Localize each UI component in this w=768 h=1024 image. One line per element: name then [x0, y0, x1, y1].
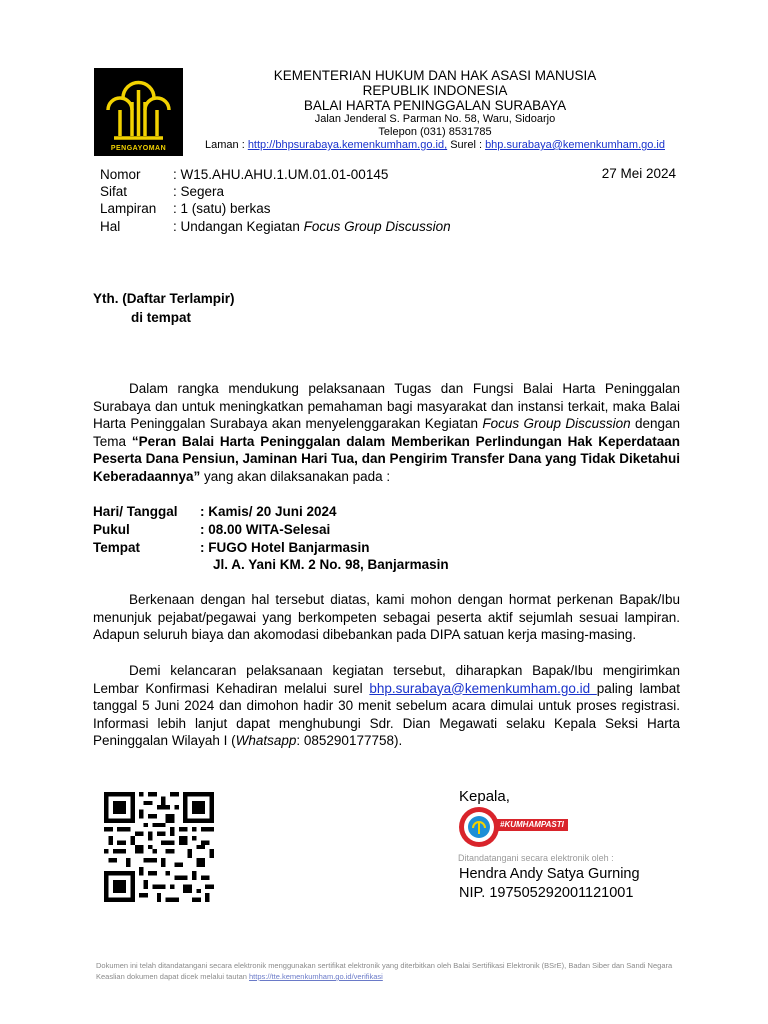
event-place-label: Tempat	[93, 540, 141, 555]
event-day: : Kamis/ 20 Juni 2024	[200, 504, 337, 519]
verification-link[interactable]: https://tte.kemenkumham.go.id/verifikasi	[249, 972, 383, 981]
kumhampasti-badge	[458, 806, 570, 852]
nomor-value: : W15.AHU.AHU.1.UM.01.01-00145	[173, 167, 389, 182]
letter-date: 27 Mei 2024	[601, 166, 676, 181]
hal-value: : Undangan Kegiatan Focus Group Discussion	[173, 219, 451, 234]
signatory-title: Kepala,	[459, 788, 510, 805]
ministry-logo	[94, 68, 183, 156]
disclaimer-line-2: Keaslian dokumen dapat dicek melalui tautan https://tte.kemenkumham.go.id/verifikasi	[96, 972, 383, 981]
signatory-nip: NIP. 197505292001121001	[459, 885, 634, 901]
qr-code-icon	[104, 792, 214, 902]
lampiran-label: Lampiran	[100, 201, 157, 216]
event-place: : FUGO Hotel Banjarmasin	[200, 540, 370, 555]
letterhead	[190, 68, 680, 152]
recipient-line: Yth. (Daftar Terlampir)	[93, 291, 235, 306]
ministry-name: KEMENTERIAN HUKUM DAN HAK ASASI MANUSIA	[273, 68, 597, 83]
confirmation-email-link[interactable]: bhp.surabaya@kemenkumham.go.id	[369, 680, 597, 696]
office-address: Jalan Jenderal S. Parman No. 58, Waru, Sidoarjo	[314, 113, 556, 125]
e-signature-note: Ditandatangani secara elektronik oleh :	[458, 853, 614, 863]
qr-code	[104, 792, 214, 902]
office-name: BALAI HARTA PENINGGALAN SURABAYA	[303, 98, 567, 113]
badge-label: #KUMHAMPASTI	[500, 820, 564, 829]
country-name: REPUBLIK INDONESIA	[362, 83, 508, 98]
paragraph-request: Berkenaan dengan hal tersebut diatas, kami mohon dengan hormat perkenan Bapak/Ibu menunjuk pejabat/pegawai yang berkompeten sebagai peserta aktif sejumlah sesuai lampiran. Adapun seluruh biaya dan akomodasi dibebankan pada DIPA satuan kerja masing-masing.	[93, 592, 680, 642]
website-link[interactable]: http://bhpsurabaya.kemenkumham.go.id,	[247, 139, 448, 151]
signatory-name: Hendra Andy Satya Gurning	[459, 866, 640, 882]
e-signature-disclaimer	[96, 960, 686, 982]
email-link[interactable]: bhp.surabaya@kemenkumham.go.id	[485, 139, 665, 151]
office-contacts: Laman : http://bhpsurabaya.kemenkumham.go.id, Surel : bhp.surabaya@kemenkumham.go.id	[205, 139, 665, 151]
paragraph-intro: Dalam rangka mendukung pelaksanaan Tugas dan Fungsi Balai Harta Peninggalan Surabaya dan untuk meningkatkan pemahaman bagi masyarakat dan instansi terkait, maka Balai Harta Peninggalan Surabaya akan menyelenggarakan Kegiatan Focus Group Discussion dengan Tema “Peran Balai Harta Peninggalan dalam Memberikan Perlindungan Hak Keperdataan Peserta Dana Pensiun, Jaminan Hari Tua, dan Pengirim Transfer Dana yang Tidak Diketahui Keberadaannya” yang akan dilaksanakan pada :	[93, 381, 681, 484]
nomor-label: Nomor	[100, 167, 141, 182]
event-day-label: Hari/ Tanggal	[93, 504, 178, 519]
paragraph-confirmation: Demi kelancaran pelaksanaan kegiatan tersebut, diharapkan Bapak/Ibu mengirimkan Lembar Konfirmasi Kehadiran melalui surel bhp.surabaya@kemenkumham.go.id paling lambat tanggal 5 Juni 2024 dan dimohon hadir 30 menit sebelum acara dimulai untuk proses registrasi. Informasi lebih lanjut dapat menghubungi Sdr. Dian Megawati selaku Kepala Seksi Harta Peninggalan Wilayah I (Whatsapp: 085290177758).	[93, 663, 680, 748]
disclaimer-line-1: Dokumen ini telah ditandatangani secara elektronik menggunakan sertifikat elektronik yang diterbitkan oleh Balai Sertifikasi Elektronik (BSrE), Badan Siber dan Sandi Negara	[96, 961, 673, 970]
lampiran-value: : 1 (satu) berkas	[173, 201, 271, 216]
event-time: : 08.00 WITA-Selesai	[200, 522, 331, 537]
sifat-label: Sifat	[100, 184, 128, 199]
logo-caption: PENGAYOMAN	[110, 145, 167, 152]
hal-label: Hal	[100, 219, 121, 234]
event-place-address: Jl. A. Yani KM. 2 No. 98, Banjarmasin	[213, 557, 449, 572]
pengayoman-tree-icon	[94, 68, 183, 156]
event-time-label: Pukul	[93, 522, 130, 537]
sifat-value: : Segera	[173, 184, 225, 199]
recipient-place: di tempat	[131, 310, 192, 325]
office-phone: Telepon (031) 8531785	[378, 126, 492, 138]
